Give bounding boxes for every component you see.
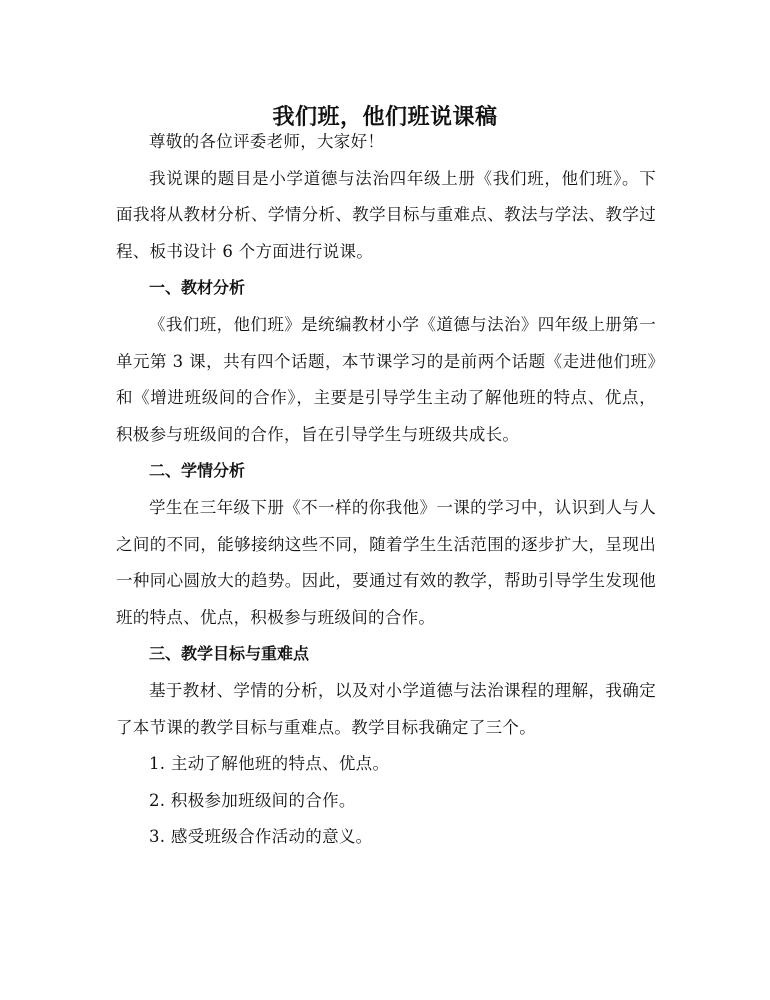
section-heading-textbook-analysis: 一、教材分析 [149, 278, 246, 298]
goal-item: 1. 主动了解他班的特点、优点。 [149, 754, 390, 774]
goal-item: 3. 感受班级合作活动的意义。 [149, 827, 373, 847]
section-heading-teaching-goals: 三、教学目标与重难点 [149, 644, 310, 664]
goal-item: 2. 积极参加班级间的合作。 [149, 790, 356, 810]
document-title: 我们班，他们班说课稿 [272, 104, 498, 130]
greeting-paragraph: 尊敬的各位评委老师，大家好！ [149, 132, 385, 151]
intro-paragraph: 我说课的题目是小学道德与法治四年级上册《我们班，他们班》。下面我将从教材分析、学情分析、教学目标与重难点、教法与学法、教学过程、板书设计 6 个方面进行说课。 [116, 168, 656, 261]
section-paragraph-student-analysis: 学生在三年级下册《不一样的你我他》一课的学习中，认识到人与人之间的不同，能够接纳这些不同，随着学生生活范围的逐步扩大，呈现出一种同心圆放大的趋势。因此，要通过有效的教学，帮助引导学生发现他班的特点、优点，积极参与班级间的合作。 [116, 497, 656, 627]
section-paragraph-teaching-goals: 基于教材、学情的分析，以及对小学道德与法治课程的理解，我确定了本节课的教学目标与重难点。教学目标我确定了三个。 [116, 680, 656, 737]
section-paragraph-textbook-analysis: 《我们班，他们班》是统编教材小学《道德与法治》四年级上册第一单元第 3 课，共有四个话题，本节课学习的是前两个话题《走进他们班》和《增进班级间的合作》，主要是引导学生主动了解他班的特点、优点，积极参与班级间的合作，旨在引导学生与班级共成长。 [116, 314, 656, 444]
document-body [116, 124, 656, 856]
section-heading-student-analysis: 二、学情分析 [149, 461, 246, 481]
